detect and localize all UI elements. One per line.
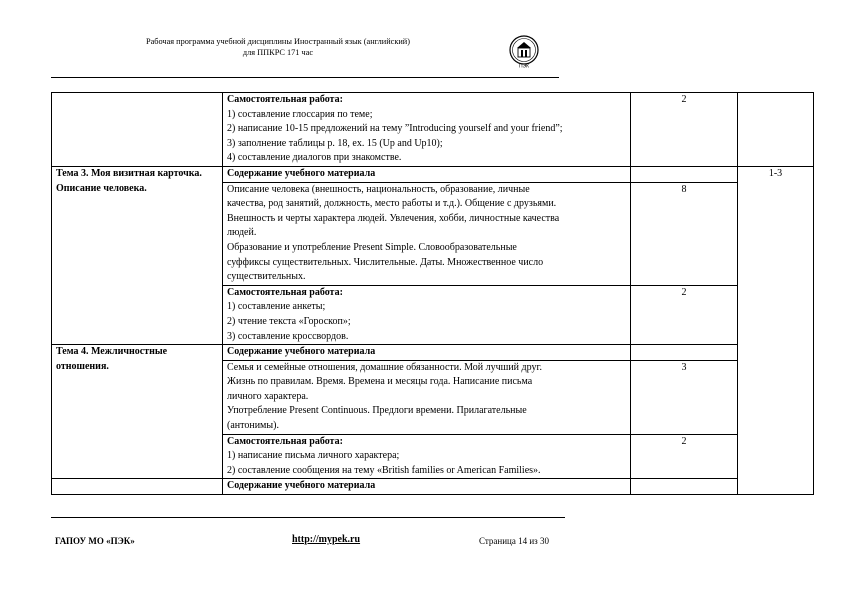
self-study-cell xyxy=(223,285,631,344)
logo-text: ПЭК xyxy=(518,63,530,69)
content-line: Внешность и черты характера людей. Увлечения, хобби, личностные качества xyxy=(227,212,560,224)
content-line: Употребление Present Continuous. Предлоги времени. Прилагательные xyxy=(227,405,527,417)
hours-cell: 8 xyxy=(631,182,738,285)
content-line: (антонимы). xyxy=(227,420,279,432)
table-row xyxy=(52,93,814,167)
hours-cell-empty xyxy=(631,166,738,182)
document-header-title xyxy=(118,36,438,58)
content-heading-cell: Содержание учебного материала xyxy=(223,479,631,495)
hours-cell: 2 xyxy=(631,434,738,479)
self-study-item: 1) написание письма личного характера; xyxy=(227,450,400,462)
topic-cell-3: Тема 3. Моя визитная карточка. Описание человека. xyxy=(52,166,223,344)
self-study-item: 1) составление глоссария по теме; xyxy=(227,108,373,120)
content-heading-cell: Содержание учебного материала xyxy=(223,166,631,182)
table-row xyxy=(52,345,814,361)
hours-cell-empty xyxy=(631,345,738,361)
table-row xyxy=(52,479,814,495)
content-line: людей. xyxy=(227,227,257,239)
header-title-line-1: Рабочая программа учебной дисциплины Иностранный язык (английский) xyxy=(145,37,411,46)
content-line: Образование и употребление Present Simple. Словообразовательные xyxy=(227,241,517,253)
hours-cell: 3 xyxy=(631,360,738,434)
content-line: существительных. xyxy=(227,271,306,283)
footer-organization: ГАПОУ МО «ПЭК» xyxy=(55,536,135,546)
footer-page-number: Страница 14 из 30 xyxy=(479,536,549,546)
hours-cell: 2 xyxy=(631,285,738,344)
self-study-item: 4) составление диалогов при знакомстве. xyxy=(227,152,402,164)
self-study-item: 2) написание 10-15 предложений на тему ”Introducing yourself and your friend”; xyxy=(227,123,563,135)
content-line: Семья и семейные отношения, домашние обязанности. Мой лучший друг. xyxy=(227,361,542,373)
self-study-heading: Самостоятельная работа: xyxy=(227,286,343,298)
topic-cell-empty xyxy=(52,93,223,167)
self-study-item: 3) составление кроссвордов. xyxy=(227,330,349,342)
college-logo-icon xyxy=(506,33,542,69)
curriculum-table xyxy=(51,92,814,495)
self-study-heading: Самостоятельная работа: xyxy=(227,435,343,447)
topic-cell-4: Тема 4. Межличностные отношения. xyxy=(52,345,223,479)
self-study-heading: Самостоятельная работа: xyxy=(227,94,343,105)
hours-cell-empty xyxy=(631,479,738,495)
table-row xyxy=(52,166,814,182)
content-line: Жизнь по правилам. Время. Времена и месяцы года. Написание письма xyxy=(227,376,533,388)
self-study-item: 3) заполнение таблицы p. 18, ex. 15 (Up and Up10); xyxy=(227,137,443,149)
self-study-item: 1) составление анкеты; xyxy=(227,301,326,313)
self-study-cell xyxy=(223,434,631,479)
self-study-cell xyxy=(223,93,631,167)
header-title-line-2: для ППКРС 171 час xyxy=(242,48,314,57)
content-cell xyxy=(223,360,631,434)
topic-cell-empty xyxy=(52,479,223,495)
content-line: личного характера. xyxy=(227,390,309,402)
level-cell: 1-3 xyxy=(738,166,814,494)
self-study-item: 2) составление сообщения на тему «British families or American Families». xyxy=(227,464,541,476)
hours-cell: 2 xyxy=(631,93,738,167)
content-line: суффиксы существительных. Числительные. Даты. Множественное число xyxy=(227,256,544,268)
content-heading-cell: Содержание учебного материала xyxy=(223,345,631,361)
content-line: качества, род занятий, должность, место работы и т.д.). Общение с друзьями. xyxy=(227,198,557,210)
content-cell xyxy=(223,182,631,285)
footer-website-link[interactable]: http://mypek.ru xyxy=(292,534,361,545)
level-cell-empty xyxy=(738,93,814,167)
footer-rule xyxy=(51,517,565,518)
self-study-item: 2) чтение текста «Гороскоп»; xyxy=(227,315,351,327)
content-line: Описание человека (внешность, национальность, образование, личные xyxy=(227,183,530,195)
header-rule xyxy=(51,77,559,78)
